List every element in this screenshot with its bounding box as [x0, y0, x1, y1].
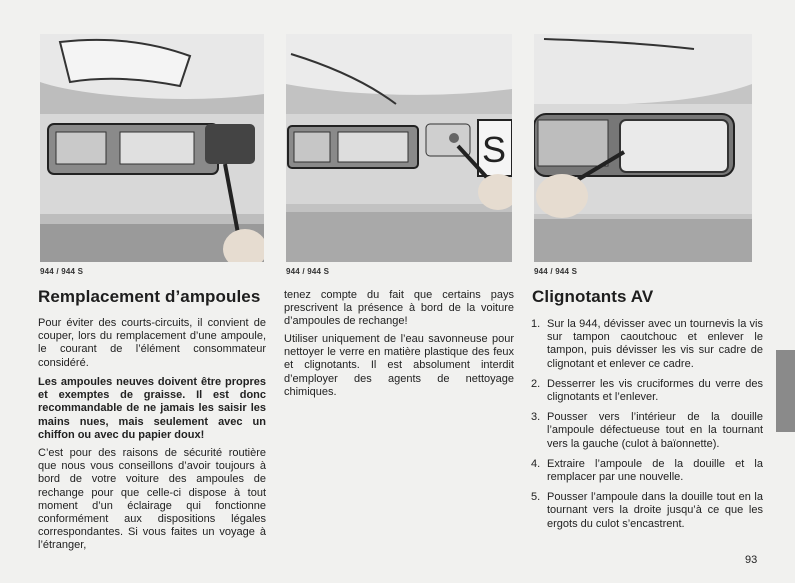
photo-caption-1: 944 / 944 S — [40, 267, 84, 276]
paragraph-short-circuit: Pour éviter des courts-circuits, il convient de couper, lors du remplacement d’une ampoule, le courant de l’élément consommateur considéré. — [38, 317, 266, 369]
photo-caption-3: 944 / 944 S — [534, 267, 578, 276]
step-text: Pousser l’ampoule dans la douille tout en la tournant vers la droite jusqu’à ce que les ergots du culot s’encastrent. — [547, 491, 763, 530]
step-item — [531, 458, 763, 484]
license-plate-letter: S — [482, 129, 507, 170]
photo-caption-2: 944 / 944 S — [286, 267, 330, 276]
step-text: Extraire l’ampoule de la douille et la remplacer par une nouvelle. — [547, 457, 763, 484]
photo-headlight — [40, 34, 264, 262]
paragraph-road-safety: C’est pour des raisons de sécurité routière que nous vous conseillons d’avoir toujours à bord de votre voiture des ampoules de rechange pour que celle-ci dispose à tout moment d’un éclairage qui fonctionne conformément aux dispositions légales correspondantes. Si vous faites un voyage à l’étranger, — [38, 447, 266, 552]
section-title-replacement: Remplacement d’ampoules — [38, 287, 261, 306]
turn-signal-steps — [531, 318, 763, 538]
paragraph-cleaning: Utiliser uniquement de l’eau savonneuse pour nettoyer le verre en matière plastique des feux et clignotants. Il est absolument interdit d’employer des agents de nettoyage chimiques. — [284, 333, 514, 398]
paragraph-new-bulbs-warning: Les ampoules neuves doivent être propres et exemptes de graisse. Il est donc recommandable de ne jamais les saisir les mains nues, mais seulement avec un chiffon ou avec du papier doux! — [38, 376, 266, 441]
step-number: 1. — [531, 318, 541, 330]
photo-fog-lamp — [286, 34, 512, 262]
step-text: Sur la 944, dévisser avec un tournevis la vis sur tampon caoutchouc et enlever le tampon, puis dévisser les vis sur cadre de clignotant et enlever ce cadre. — [547, 318, 763, 370]
step-item — [531, 318, 763, 371]
section-title-turn-signals: Clignotants AV — [532, 287, 654, 306]
paragraph-spare-bulbs-abroad: tenez compte du fait que certains pays prescrivent la présence à bord de la voiture d’ampoules de rechange! — [284, 289, 514, 328]
step-item — [531, 378, 763, 404]
headlight-photo-illustration — [40, 34, 264, 262]
page-number: 93 — [745, 554, 758, 566]
step-number: 3. — [531, 411, 541, 424]
fog-lamp-photo-illustration — [286, 34, 512, 262]
step-item — [531, 411, 763, 451]
step-text: Desserrer les vis cruciformes du verre des clignotants et l’enlever. — [547, 377, 763, 404]
chapter-tab-marker — [776, 350, 795, 432]
turn-signal-photo-illustration — [534, 34, 752, 262]
step-number: 4. — [531, 457, 541, 470]
step-number: 2. — [531, 377, 541, 390]
step-number: 5. — [531, 491, 541, 504]
step-item — [531, 491, 763, 531]
step-text: Pousser vers l’intérieur de la douille l’ampoule défectueuse tout en la tournant vers la gauche (culot à baïonnette). — [547, 411, 763, 450]
photo-turn-signal — [534, 34, 752, 262]
